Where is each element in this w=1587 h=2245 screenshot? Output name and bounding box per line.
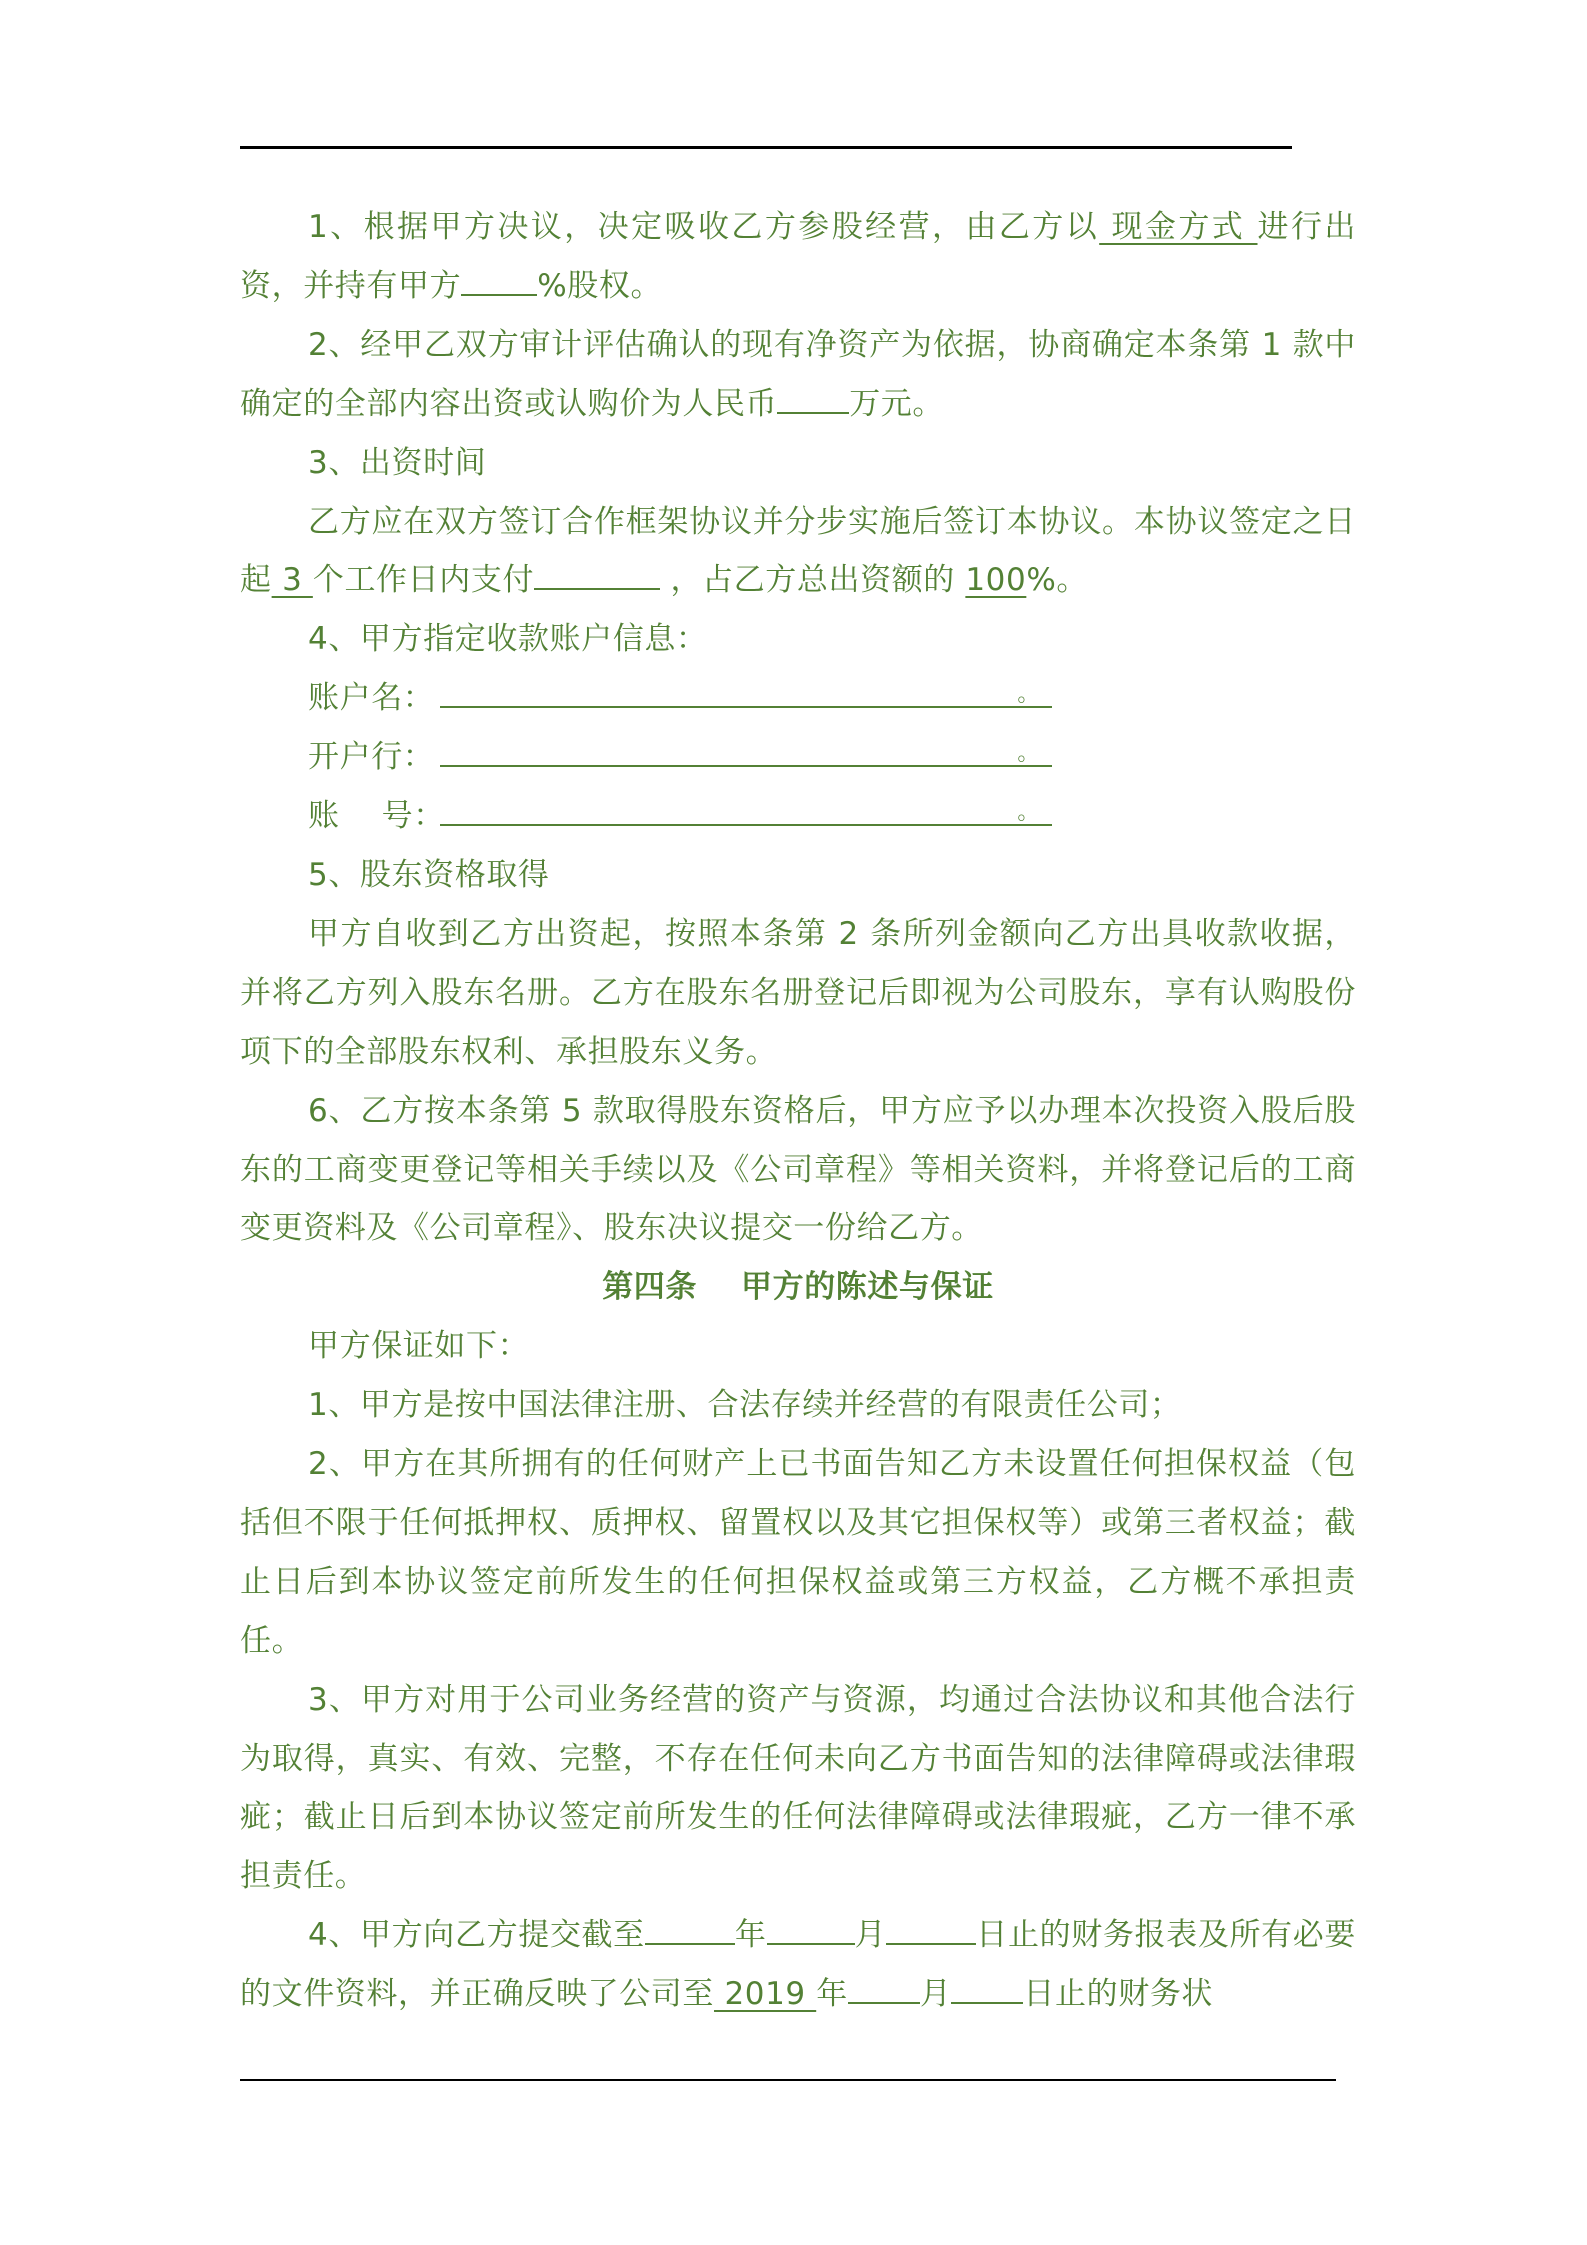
day-blank-2[interactable] xyxy=(951,1970,1023,2004)
end-mark: 。 xyxy=(1017,682,1040,708)
month-label: 月 xyxy=(854,1917,887,1954)
clause-5-body: 甲方自收到乙方出资起，按照本条第 2 条所列金额向乙方出具收款收据，并将乙方列入股东名册。乙方在股东名册登记后即视为公司股东，享有认购股份项下的全部股东权利、承担股东义务。 xyxy=(240,915,1356,1070)
end-mark: 。 xyxy=(1017,800,1040,826)
equity-percent-blank[interactable] xyxy=(461,262,537,296)
year-value: 2019 xyxy=(714,1976,817,2013)
clause-2-text-b: 万元。 xyxy=(849,385,945,422)
clause-3-text-c: ，占乙方总出资额的 xyxy=(660,562,966,599)
clause-1 xyxy=(240,198,1356,316)
clause-3-title: 3、出资时间 xyxy=(308,444,487,481)
account-name-field xyxy=(240,669,1356,728)
document-body xyxy=(240,198,1356,2024)
month-label-2: 月 xyxy=(919,1976,952,2013)
end-mark: 。 xyxy=(1017,741,1040,767)
clause-1-text-b: 进行出资，并持有甲方 xyxy=(240,209,1356,304)
clause-3-text: 乙方应在双方签订合作框架协议并分步实施后签订本协议。本协议签定之日起 xyxy=(240,503,1356,599)
clause-6: 6、乙方按本条第 5 款取得股东资格后，甲方应予以办理本次投资入股后股东的工商变更登记等相关手续以及《公司章程》等相关资料，并将登记后的工商变更资料及《公司章程》、股东决议提交一份给乙方。 xyxy=(240,1092,1356,1247)
year-label: 年 xyxy=(734,1917,767,1954)
warranty-1: 1、甲方是按中国法律注册、合法存续并经营的有限责任公司； xyxy=(308,1387,1182,1424)
clause-3-text-d: %。 xyxy=(1026,562,1088,599)
amount-blank[interactable] xyxy=(777,380,849,414)
clause-3-body xyxy=(240,493,1356,611)
clause-2 xyxy=(240,316,1356,434)
clause-1-text: 1、根据甲方决议，决定吸收乙方参股经营，由乙方以 xyxy=(308,209,1100,245)
clause-2-text: 2、经甲乙双方审计评估确认的现有净资产为依据，协商确定本条第 1 款中确定的全部内容出资或认购价为人民币 xyxy=(240,326,1356,422)
clause-1-text-c: %股权。 xyxy=(537,267,663,304)
clause-4-title: 4、甲方指定收款账户信息： xyxy=(308,621,708,658)
year-label-2: 年 xyxy=(816,1976,848,2013)
header-rule xyxy=(240,146,1292,149)
account-number-field xyxy=(240,787,1356,846)
bank-field xyxy=(240,728,1356,787)
warranty-4-text-c: 日止的财务状 xyxy=(1023,1976,1214,2013)
account-number-blank[interactable] xyxy=(440,788,1052,826)
payment-method-value: 现金方式 xyxy=(1099,209,1258,245)
month-blank-2[interactable] xyxy=(848,1970,920,2004)
warranty-2: 2、甲方在其所拥有的任何财产上已书面告知乙方未设置任何担保权益（包括但不限于任何抵押权、质押权、留置权以及其它担保权等）或第三者权益；截止日后到本协议签定前所发生的任何担保权益或第三方权益，乙方概不承担责任。 xyxy=(240,1446,1356,1659)
warranty-4-text-b: 日止的财务报表及所有必要的文件资料，并正确反映了公司至 xyxy=(240,1917,1357,2013)
day-blank[interactable] xyxy=(886,1911,976,1945)
clause-5-title: 5、股东资格取得 xyxy=(308,856,550,893)
month-blank[interactable] xyxy=(767,1911,855,1945)
warranty-4-text: 4、甲方向乙方提交截至 xyxy=(308,1917,645,1954)
year-blank[interactable] xyxy=(645,1911,735,1945)
section-heading xyxy=(240,1258,1356,1317)
footer-rule xyxy=(240,2079,1336,2081)
section-4-intro: 甲方保证如下： xyxy=(308,1328,530,1365)
bank-label: 开户行： xyxy=(308,739,435,776)
bank-blank[interactable] xyxy=(440,729,1052,767)
percent-value: 100 xyxy=(965,562,1027,599)
clause-3-text-b: 个工作日内支付 xyxy=(312,562,535,599)
account-name-blank[interactable] xyxy=(440,670,1052,708)
account-name-label: 账户名： xyxy=(308,680,435,717)
account-number-label: 账 号： xyxy=(308,798,445,835)
working-days-value: 3 xyxy=(271,562,313,599)
warranty-3: 3、甲方对用于公司业务经营的资产与资源，均通过合法协议和其他合法行为取得，真实、有效、完整，不存在任何未向乙方书面告知的法律障碍或法律瑕疵；截止日后到本协议签定前所发生的任何法律障碍或法律瑕疵，乙方一律不承担责任。 xyxy=(240,1681,1356,1895)
section-number: 第四条 xyxy=(602,1269,697,1306)
payment-blank[interactable] xyxy=(534,556,660,590)
warranty-4 xyxy=(240,1906,1356,2024)
section-title: 甲方的陈述与保证 xyxy=(741,1269,994,1306)
